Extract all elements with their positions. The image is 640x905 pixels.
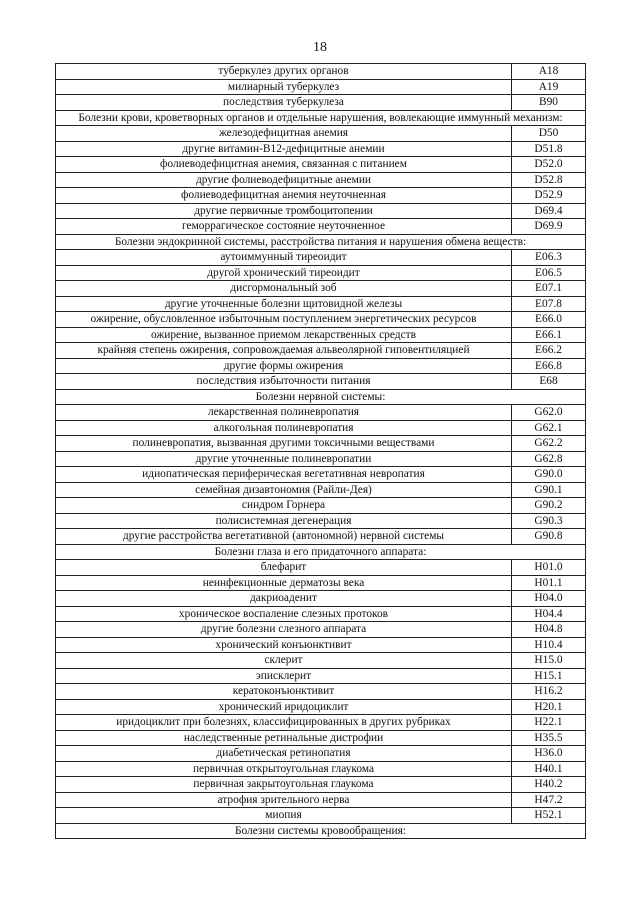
disease-name-cell: ожирение, обусловленное избыточным поступлением энергетических ресурсов: [56, 312, 512, 328]
icd-code-cell: H04.4: [512, 606, 586, 622]
table-row: [56, 203, 586, 219]
disease-name-cell: другие уточненные болезни щитовидной железы: [56, 296, 512, 312]
disease-name-cell: последствия избыточности питания: [56, 374, 512, 390]
table-row: [56, 358, 586, 374]
icd-code-cell: H36.0: [512, 746, 586, 762]
icd-code-cell: H40.1: [512, 761, 586, 777]
disease-name-cell: синдром Горнера: [56, 498, 512, 514]
disease-name-cell: хронический конъюнктивит: [56, 637, 512, 653]
disease-name-cell: неинфекционные дерматозы века: [56, 575, 512, 591]
table-row: [56, 808, 586, 824]
icd-code-cell: A18: [512, 64, 586, 80]
icd-code-cell: G90.1: [512, 482, 586, 498]
icd-code-cell: G90.0: [512, 467, 586, 483]
table-row: [56, 157, 586, 173]
section-header-row: [56, 389, 586, 405]
section-title: Болезни глаза и его придаточного аппарата:: [56, 544, 586, 560]
disease-name-cell: миопия: [56, 808, 512, 824]
disease-name-cell: железодефицитная анемия: [56, 126, 512, 142]
icd-code-cell: H15.0: [512, 653, 586, 669]
icd-code-cell: E66.1: [512, 327, 586, 343]
icd-code-cell: D69.4: [512, 203, 586, 219]
icd-code-cell: H22.1: [512, 715, 586, 731]
table-row: [56, 529, 586, 545]
disease-name-cell: семейная дизавтономия (Райли-Дея): [56, 482, 512, 498]
table-row: [56, 482, 586, 498]
disease-name-cell: крайняя степень ожирения, сопровождаемая альвеолярной гиповентиляцией: [56, 343, 512, 359]
section-header-row: [56, 544, 586, 560]
table-row: [56, 606, 586, 622]
icd-code-cell: E68: [512, 374, 586, 390]
icd-code-cell: E66.0: [512, 312, 586, 328]
disease-name-cell: туберкулез других органов: [56, 64, 512, 80]
disease-name-cell: фолиеводефицитная анемия неуточненная: [56, 188, 512, 204]
table-row: [56, 560, 586, 576]
disease-name-cell: диабетическая ретинопатия: [56, 746, 512, 762]
table-row: [56, 64, 586, 80]
icd-code-cell: H15.1: [512, 668, 586, 684]
table-row: [56, 575, 586, 591]
table-row: [56, 265, 586, 281]
table-row: [56, 699, 586, 715]
table-row: [56, 79, 586, 95]
icd-code-cell: H47.2: [512, 792, 586, 808]
disease-name-cell: другие первичные тромбоцитопении: [56, 203, 512, 219]
disease-name-cell: другие формы ожирения: [56, 358, 512, 374]
disease-name-cell: блефарит: [56, 560, 512, 576]
icd-code-cell: H01.0: [512, 560, 586, 576]
disease-name-cell: другой хронический тиреоидит: [56, 265, 512, 281]
icd-code-cell: B90: [512, 95, 586, 111]
table-row: [56, 405, 586, 421]
icd-code-cell: A19: [512, 79, 586, 95]
disease-name-cell: другие болезни слезного аппарата: [56, 622, 512, 638]
table-row: [56, 188, 586, 204]
disease-name-cell: дакриоаденит: [56, 591, 512, 607]
disease-name-cell: первичная закрытоугольная глаукома: [56, 777, 512, 793]
icd-code-cell: H52.1: [512, 808, 586, 824]
disease-name-cell: эписклерит: [56, 668, 512, 684]
section-title: Болезни системы кровообращения:: [56, 823, 586, 839]
disease-name-cell: склерит: [56, 653, 512, 669]
table-row: [56, 281, 586, 297]
disease-name-cell: атрофия зрительного нерва: [56, 792, 512, 808]
disease-name-cell: хронический иридоциклит: [56, 699, 512, 715]
table-row: [56, 498, 586, 514]
table-row: [56, 126, 586, 142]
section-header-row: [56, 823, 586, 839]
disease-name-cell: другие фолиеводефицитные анемии: [56, 172, 512, 188]
icd-code-cell: H16.2: [512, 684, 586, 700]
disease-name-cell: другие витамин-B12-дефицитные анемии: [56, 141, 512, 157]
icd-code-cell: E66.2: [512, 343, 586, 359]
icd-code-cell: H04.0: [512, 591, 586, 607]
disease-name-cell: идиопатическая периферическая вегетативная невропатия: [56, 467, 512, 483]
table-body: [56, 64, 586, 839]
icd-code-cell: H20.1: [512, 699, 586, 715]
table-row: [56, 653, 586, 669]
table-row: [56, 761, 586, 777]
icd-code-cell: E07.8: [512, 296, 586, 312]
table-row: [56, 250, 586, 266]
table-row: [56, 792, 586, 808]
icd-code-cell: H35.5: [512, 730, 586, 746]
disease-name-cell: другие расстройства вегетативной (автономной) нервной системы: [56, 529, 512, 545]
icd-code-cell: G62.2: [512, 436, 586, 452]
disease-name-cell: ожирение, вызванное приемом лекарственных средств: [56, 327, 512, 343]
section-title: Болезни крови, кроветворных органов и отдельные нарушения, вовлекающие иммунный механизм:: [56, 110, 586, 126]
disease-name-cell: фолиеводефицитная анемия, связанная с питанием: [56, 157, 512, 173]
disease-name-cell: лекарственная полиневропатия: [56, 405, 512, 421]
icd-code-cell: E07.1: [512, 281, 586, 297]
icd-code-cell: G62.8: [512, 451, 586, 467]
table-row: [56, 668, 586, 684]
table-row: [56, 172, 586, 188]
icd-code-cell: E66.8: [512, 358, 586, 374]
icd-code-cell: H10.4: [512, 637, 586, 653]
icd-code-cell: G90.8: [512, 529, 586, 545]
icd-code-cell: D52.0: [512, 157, 586, 173]
section-title: Болезни эндокринной системы, расстройства питания и нарушения обмена веществ:: [56, 234, 586, 250]
table-row: [56, 591, 586, 607]
icd-code-cell: E06.3: [512, 250, 586, 266]
icd-code-cell: E06.5: [512, 265, 586, 281]
table-row: [56, 141, 586, 157]
disease-name-cell: алкогольная полиневропатия: [56, 420, 512, 436]
disease-name-cell: геморрагическое состояние неуточненное: [56, 219, 512, 235]
icd-code-cell: D51.8: [512, 141, 586, 157]
table-row: [56, 684, 586, 700]
disease-name-cell: кератоконъюнктивит: [56, 684, 512, 700]
disease-name-cell: полиневропатия, вызванная другими токсичными веществами: [56, 436, 512, 452]
table-row: [56, 296, 586, 312]
table-row: [56, 715, 586, 731]
section-title: Болезни нервной системы:: [56, 389, 586, 405]
table-row: [56, 312, 586, 328]
table-row: [56, 777, 586, 793]
disease-name-cell: иридоциклит при болезнях, классифицированных в других рубриках: [56, 715, 512, 731]
disease-name-cell: первичная открытоугольная глаукома: [56, 761, 512, 777]
table-row: [56, 420, 586, 436]
page-number: 18: [313, 40, 327, 55]
table-row: [56, 451, 586, 467]
icd-code-cell: G90.3: [512, 513, 586, 529]
icd-code-cell: D69.9: [512, 219, 586, 235]
icd-code-cell: D52.8: [512, 172, 586, 188]
disease-name-cell: милиарный туберкулез: [56, 79, 512, 95]
table-row: [56, 219, 586, 235]
section-header-row: [56, 110, 586, 126]
diagnosis-code-table: [55, 63, 586, 839]
table-row: [56, 513, 586, 529]
disease-name-cell: дисгормональный зоб: [56, 281, 512, 297]
disease-name-cell: другие уточненные полиневропатии: [56, 451, 512, 467]
disease-name-cell: наследственные ретинальные дистрофии: [56, 730, 512, 746]
table-row: [56, 343, 586, 359]
icd-code-cell: G62.1: [512, 420, 586, 436]
disease-name-cell: аутоиммунный тиреоидит: [56, 250, 512, 266]
disease-name-cell: полисистемная дегенерация: [56, 513, 512, 529]
disease-name-cell: последствия туберкулеза: [56, 95, 512, 111]
icd-code-cell: H01.1: [512, 575, 586, 591]
table-row: [56, 467, 586, 483]
table-row: [56, 374, 586, 390]
table-row: [56, 622, 586, 638]
icd-code-cell: H40.2: [512, 777, 586, 793]
table-row: [56, 637, 586, 653]
icd-code-cell: G90.2: [512, 498, 586, 514]
table-row: [56, 730, 586, 746]
table-row: [56, 436, 586, 452]
disease-name-cell: хроническое воспаление слезных протоков: [56, 606, 512, 622]
table-row: [56, 95, 586, 111]
icd-code-cell: G62.0: [512, 405, 586, 421]
table-row: [56, 746, 586, 762]
table-row: [56, 327, 586, 343]
section-header-row: [56, 234, 586, 250]
icd-code-cell: D52.9: [512, 188, 586, 204]
icd-code-cell: H04.8: [512, 622, 586, 638]
icd-code-cell: D50: [512, 126, 586, 142]
